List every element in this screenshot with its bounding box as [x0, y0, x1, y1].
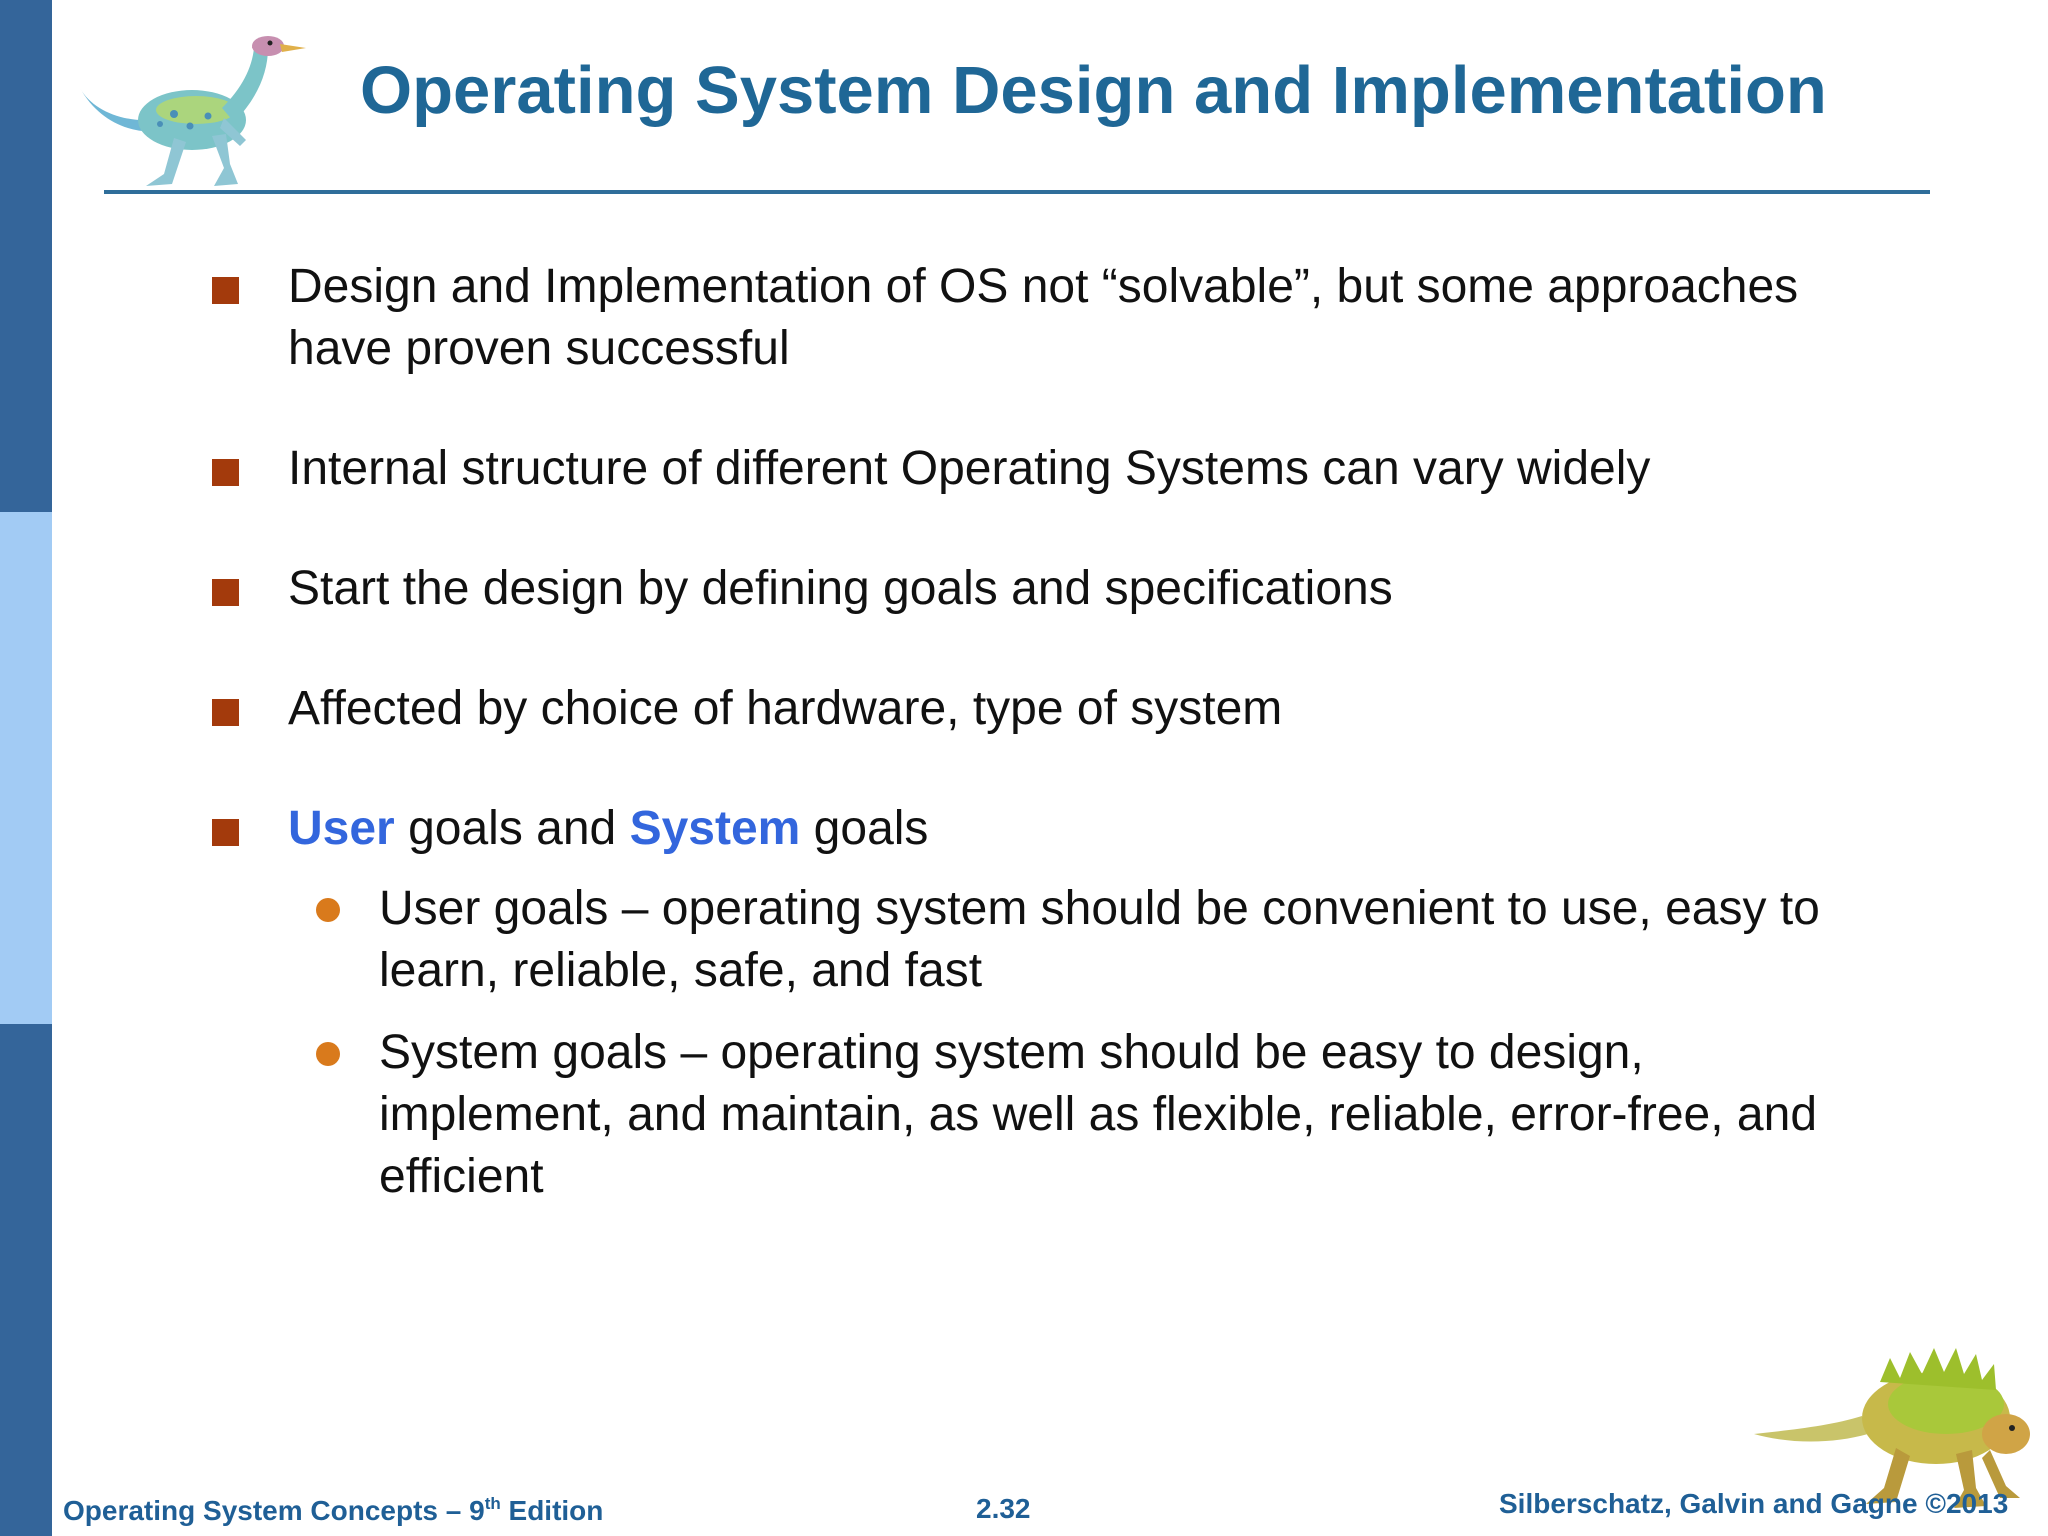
highlight-system: System: [629, 802, 801, 855]
sub-bullet-item: [288, 878, 1852, 1002]
bullet-text: [288, 802, 928, 855]
footer-edition: Edition: [500, 1495, 604, 1526]
bullet-item: [212, 798, 1852, 1208]
square-bullet-icon: [212, 819, 239, 846]
bullet-text: Affected by choice of hardware, type of system: [288, 682, 1283, 735]
bullet-item: [212, 558, 1852, 620]
bullet-text: Design and Implementation of OS not “solvable”, but some approaches have proven successful: [288, 260, 1799, 375]
bullet-item: [212, 438, 1852, 500]
round-bullet-icon: [316, 898, 340, 922]
bullet-text: Start the design by defining goals and specifications: [288, 562, 1393, 615]
bullet-text: Internal structure of different Operating Systems can vary widely: [288, 442, 1651, 495]
square-bullet-icon: [212, 579, 239, 606]
bullet-item: [212, 256, 1852, 380]
sub-bullet-text: System goals – operating system should be easy to design, implement, and maintain, as well as flexible, reliable, error-free, and efficient: [379, 1026, 1818, 1203]
square-bullet-icon: [212, 277, 239, 304]
page-number: 2.32: [976, 1493, 1031, 1524]
bullet-text-part: goals and: [394, 802, 630, 855]
sidebar-segment-top: [0, 0, 52, 512]
round-bullet-icon: [316, 1042, 340, 1066]
bullet-text-part: goals: [800, 802, 929, 855]
footer-copyright: Silberschatz, Galvin and Gagne ©2013: [1499, 1488, 2009, 1519]
sidebar-segment-middle: [0, 512, 52, 1024]
sub-bullet-item: [288, 1022, 1852, 1208]
footer-superscript: th: [484, 1494, 501, 1513]
title-divider: [104, 190, 1930, 194]
sidebar-segment-bottom: [0, 1024, 52, 1536]
page-title: Operating System Design and Implementation: [360, 53, 1827, 128]
highlight-user: User: [288, 802, 395, 855]
footer-book-title: Operating System Concepts – 9: [63, 1495, 485, 1526]
square-bullet-icon: [212, 699, 239, 726]
dinosaur-logo-icon: [74, 18, 314, 190]
sidebar-bar: [0, 0, 52, 1536]
square-bullet-icon: [212, 459, 239, 486]
footer-left: [63, 1494, 603, 1527]
bullet-list: [212, 256, 1852, 1228]
sub-bullet-text: User goals – operating system should be convenient to use, easy to learn, reliable, safe, and fast: [379, 882, 1820, 997]
sub-bullet-list: [288, 878, 1852, 1208]
bullet-item: [212, 678, 1852, 740]
